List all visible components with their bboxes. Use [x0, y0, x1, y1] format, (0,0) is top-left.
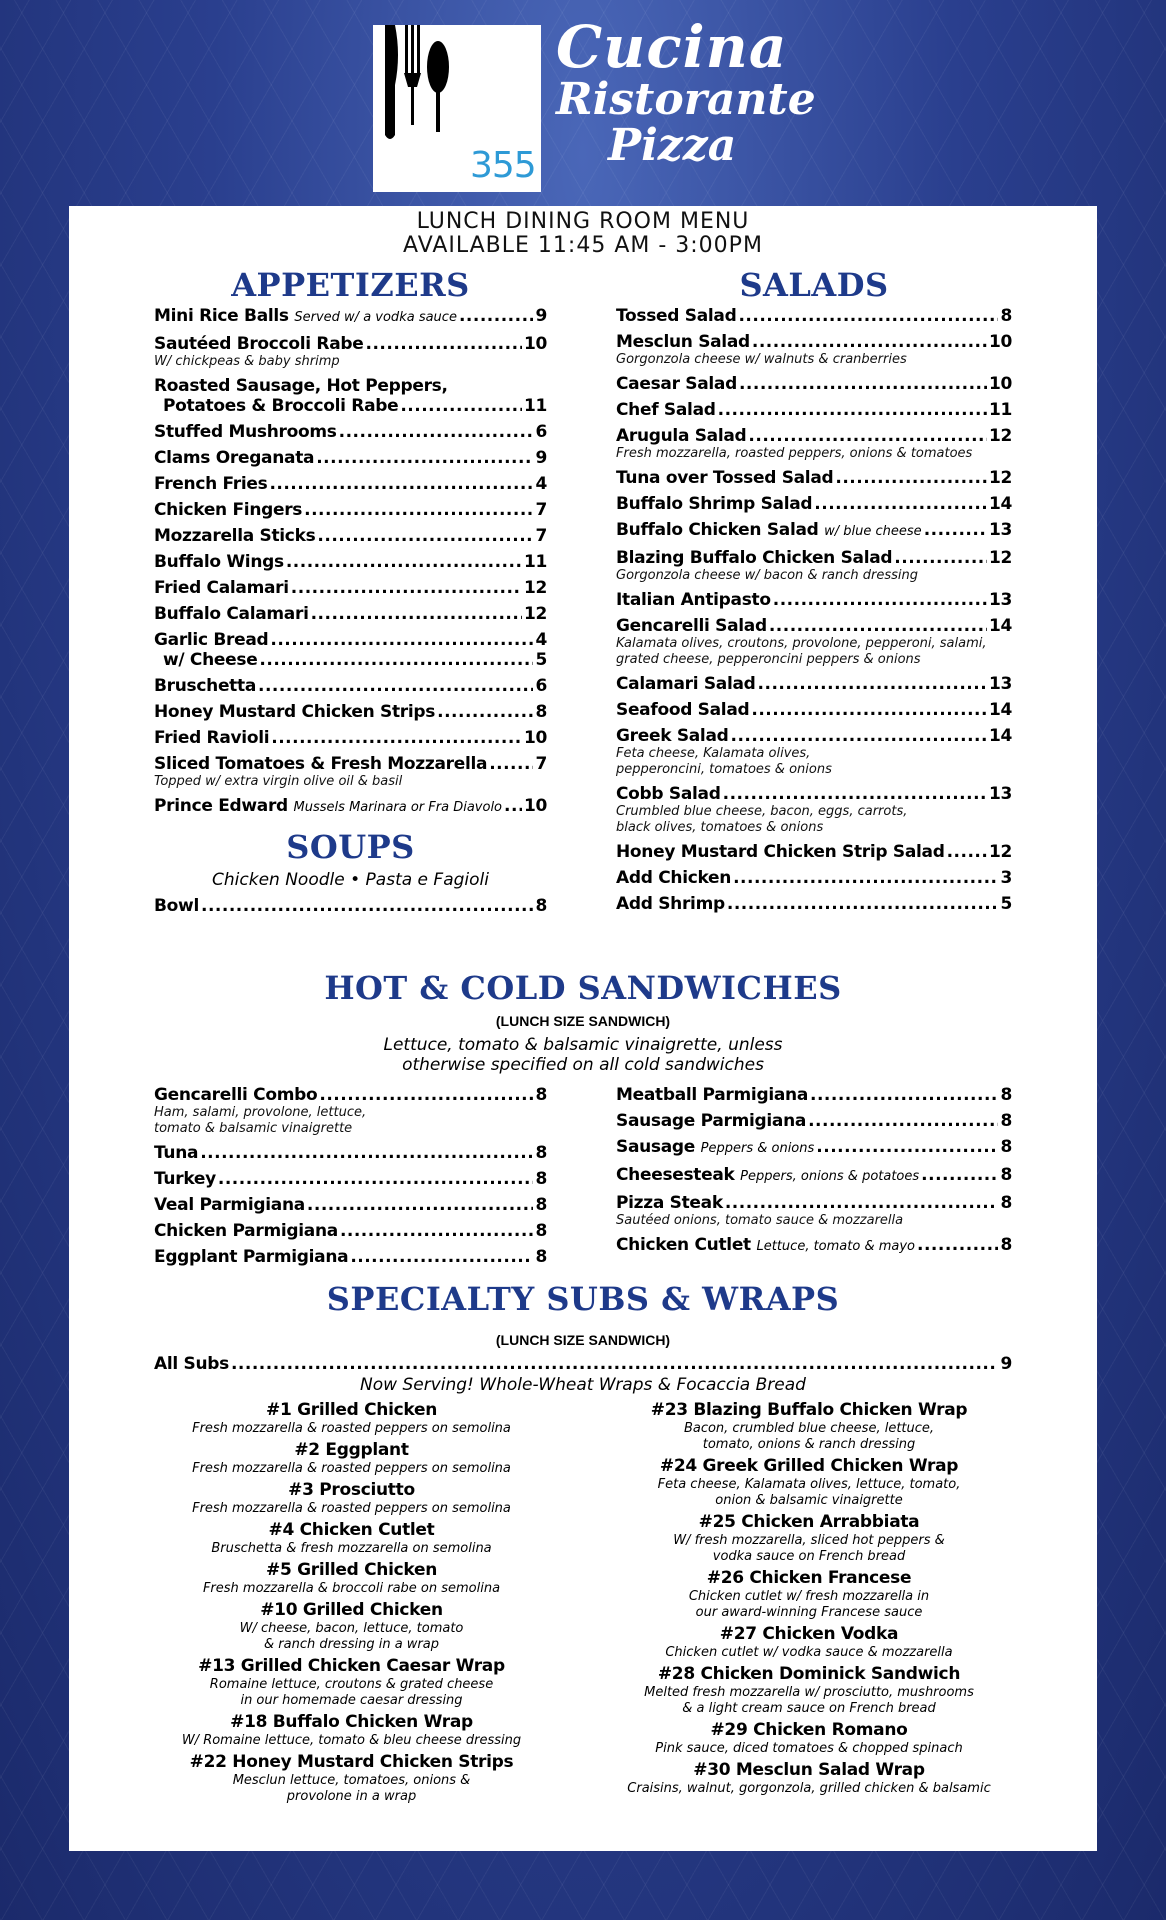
sub-item-description: Romaine lettuce, croutons & grated cheese [209, 1677, 494, 1692]
sub-item-name: #1 Grilled Chicken [266, 1400, 437, 1420]
sandwich-info-line-2: otherwise specified on all cold sandwiches [402, 1055, 764, 1075]
soups-heading: SOUPS [286, 828, 415, 866]
logo-number: 355 [470, 145, 536, 186]
sub-item-description: in our homemade caesar dressing [240, 1693, 463, 1708]
menu-item: Meatball Parmigiana ..... 8 [616, 1085, 1012, 1105]
salads-heading: SALADS [739, 266, 889, 304]
sub-item-description: onion & balsamic vinaigrette [715, 1493, 903, 1508]
all-subs-row-wrap [154, 1354, 1012, 1395]
subs-heading: SPECIALTY SUBS & WRAPS [326, 1280, 840, 1318]
sub-item-description: vodka sauce on French bread [712, 1549, 906, 1564]
menu-item: Chicken Fingers ..... 7 [154, 500, 547, 520]
sub-item-name: #27 Chicken Vodka [719, 1624, 899, 1644]
menu-item: Potatoes & Broccoli Rabe ..... 11 [154, 396, 547, 416]
sandwiches-right-column [616, 1085, 1012, 1257]
sub-item-name: #18 Buffalo Chicken Wrap [230, 1712, 473, 1732]
menu-item: Turkey ..... 8 [154, 1169, 547, 1189]
sub-item-description: tomato, onions & ranch dressing [702, 1437, 916, 1452]
menu-item: Add Chicken ..... 3 [616, 868, 1012, 888]
appetizers-heading: APPETIZERS [231, 266, 470, 304]
item-description: Topped w/ extra virgin olive oil & basil [154, 774, 403, 789]
item-description: Fresh mozzarella, roasted peppers, onions & tomatoes [616, 446, 973, 461]
item-description: Gorgonzola cheese w/ bacon & ranch dressing [616, 568, 919, 583]
sub-item-description: & ranch dressing in a wrap [264, 1637, 439, 1652]
sub-item-name: #25 Chicken Arrabbiata [698, 1512, 920, 1532]
sub-item-name: #4 Chicken Cutlet [268, 1520, 435, 1540]
menu-item: Prince Edward Mussels Marinara or Fra Diavolo ..... 10 [154, 796, 547, 818]
menu-item: Sausage Parmigiana ..... 8 [616, 1111, 1012, 1131]
page-header [0, 0, 1166, 205]
sandwich-info-line-1: Lettuce, tomato & balsamic vinaigrette, unless [383, 1035, 783, 1055]
menu-item: Tuna ..... 8 [154, 1143, 547, 1163]
menu-item: Add Shrimp ..... 5 [616, 894, 1012, 914]
item-description: Gorgonzola cheese w/ walnuts & cranberries [616, 352, 907, 367]
menu-item: Gencarelli Combo ..... 8 [154, 1085, 547, 1105]
item-description: pepperoncini, tomatoes & onions [616, 762, 832, 777]
sandwiches-left-column [154, 1085, 547, 1267]
brand-line-1: Cucina [556, 13, 788, 81]
sub-item-name: #2 Eggplant [294, 1440, 409, 1460]
subs-section [69, 1280, 1097, 1348]
menu-item: Mozzarella Sticks ..... 7 [154, 526, 547, 546]
menu-item: Pizza Steak ..... 8 [616, 1193, 1012, 1213]
menu-item: Garlic Bread ..... 4 [154, 630, 547, 650]
subs-size-note: (LUNCH SIZE SANDWICH) [495, 1332, 671, 1348]
menu-item: Chicken Parmigiana ..... 8 [154, 1221, 547, 1241]
item-description: Feta cheese, Kalamata olives, [616, 746, 811, 761]
sub-item-description: W/ fresh mozzarella, sliced hot peppers & [673, 1533, 945, 1548]
menu-item: Fried Ravioli ..... 10 [154, 728, 547, 748]
menu-item: Italian Antipasto ..... 13 [616, 590, 1012, 610]
menu-item: Calamari Salad ..... 13 [616, 674, 1012, 694]
sub-item-description: Chicken cutlet w/ fresh mozzarella in [688, 1589, 930, 1604]
sub-item-name: #10 Grilled Chicken [260, 1600, 443, 1620]
sub-item-description: Mesclun lettuce, tomatoes, onions & [232, 1773, 471, 1788]
menu-item: Cheesesteak Peppers, onions & potatoes ..... 8 [616, 1165, 1012, 1187]
menu-item-line: Roasted Sausage, Hot Peppers, [154, 376, 448, 396]
menu-item: Buffalo Wings ..... 11 [154, 552, 547, 572]
menu-item: Sliced Tomatoes & Fresh Mozzarella ..... 7 [154, 754, 547, 774]
sub-item-description: W/ cheese, bacon, lettuce, tomato [239, 1621, 464, 1636]
menu-title: LUNCH DINING ROOM MENU [416, 209, 750, 234]
item-description: Kalamata olives, croutons, provolone, pepperoni, salami, [616, 636, 987, 651]
menu-hours: AVAILABLE 11:45 AM - 3:00PM [403, 233, 763, 258]
sub-item-name: #28 Chicken Dominick Sandwich [657, 1664, 961, 1684]
sub-item-name: #5 Grilled Chicken [266, 1560, 437, 1580]
subs-left-column [164, 1400, 539, 1805]
sandwiches-heading: HOT & COLD SANDWICHES [324, 969, 842, 1007]
sub-item-name: #29 Chicken Romano [710, 1720, 908, 1740]
sub-item-name: #24 Greek Grilled Chicken Wrap [659, 1456, 959, 1476]
sub-item-description: Feta cheese, Kalamata olives, lettuce, tomato, [657, 1477, 961, 1492]
sub-item-description: provolone in a wrap [286, 1789, 417, 1804]
sandwich-size-note: (LUNCH SIZE SANDWICH) [495, 1013, 671, 1029]
menu-item: Arugula Salad ..... 12 [616, 426, 1012, 446]
sub-item-name: #23 Blazing Buffalo Chicken Wrap [650, 1400, 968, 1420]
brand-name [556, 13, 816, 171]
item-description: Sautéed onions, tomato sauce & mozzarella [616, 1213, 904, 1228]
menu-item: Veal Parmigiana ..... 8 [154, 1195, 547, 1215]
menu-item: w/ Cheese ..... 5 [154, 650, 547, 670]
item-description: W/ chickpeas & baby shrimp [154, 354, 340, 369]
sub-item-name: #13 Grilled Chicken Caesar Wrap [198, 1656, 505, 1676]
sub-item-description: Craisins, walnut, gorgonzola, grilled chicken & balsamic [627, 1781, 991, 1796]
soup-varieties: Chicken Noodle • Pasta e Fagioli [212, 870, 489, 890]
sub-item-description: & a light cream sauce on French bread [682, 1701, 936, 1716]
menu-item: Eggplant Parmigiana ..... 8 [154, 1247, 547, 1267]
sub-item-description: Fresh mozzarella & broccoli rabe on semolina [202, 1581, 501, 1596]
menu-item: Chicken Cutlet Lettuce, tomato & mayo ..... 8 [616, 1235, 1012, 1257]
restaurant-logo [373, 25, 541, 192]
menu-item: Buffalo Shrimp Salad ..... 14 [616, 494, 1012, 514]
sub-item-description: Bacon, crumbled blue cheese, lettuce, [683, 1421, 935, 1436]
item-description: grated cheese, pepperoncini peppers & onions [616, 652, 921, 667]
menu-item: Blazing Buffalo Chicken Salad ..... 12 [616, 548, 1012, 568]
sub-item-name: #30 Mesclun Salad Wrap [693, 1760, 925, 1780]
sub-item-description: Melted fresh mozzarella w/ prosciutto, mushrooms [644, 1685, 974, 1700]
brand-line-2: Ristorante [556, 74, 816, 125]
item-description: black olives, tomatoes & onions [616, 820, 824, 835]
menu-item: French Fries ..... 4 [154, 474, 547, 494]
sub-item-description: Fresh mozzarella & roasted peppers on semolina [192, 1501, 511, 1516]
menu-item: Honey Mustard Chicken Strip Salad ..... 12 [616, 842, 1012, 862]
sub-item-name: #3 Prosciutto [288, 1480, 415, 1500]
menu-panel [69, 206, 1097, 1851]
menu-item: Seafood Salad ..... 14 [616, 700, 1012, 720]
menu-item: All Subs ..... 9 [154, 1354, 1012, 1374]
item-description: Ham, salami, provolone, lettuce, [154, 1105, 367, 1120]
menu-item: Mesclun Salad ..... 10 [616, 332, 1012, 352]
menu-item: Chef Salad ..... 11 [616, 400, 1012, 420]
item-description: tomato & balsamic vinaigrette [154, 1121, 353, 1136]
sub-item-description: Fresh mozzarella & roasted peppers on semolina [192, 1461, 511, 1476]
menu-item: Bruschetta ..... 6 [154, 676, 547, 696]
menu-item: Cobb Salad ..... 13 [616, 784, 1012, 804]
menu-item: Sausage Peppers & onions ..... 8 [616, 1137, 1012, 1159]
sub-item-description: Bruschetta & fresh mozzarella on semolina [211, 1541, 492, 1556]
menu-item: Gencarelli Salad ..... 14 [616, 616, 1012, 636]
brand-line-3: Pizza [608, 120, 737, 171]
subs-right-column [609, 1400, 1009, 1797]
menu-item: Fried Calamari ..... 12 [154, 578, 547, 598]
menu-item: Stuffed Mushrooms ..... 6 [154, 422, 547, 442]
menu-item: Honey Mustard Chicken Strips ..... 8 [154, 702, 547, 722]
sub-item-description: W/ Romaine lettuce, tomato & bleu cheese dressing [181, 1733, 522, 1748]
menu-item: Caesar Salad ..... 10 [616, 374, 1012, 394]
sub-item-name: #26 Chicken Francese [706, 1568, 912, 1588]
item-description: Crumbled blue cheese, bacon, eggs, carrots, [616, 804, 908, 819]
sub-item-name: #22 Honey Mustard Chicken Strips [189, 1752, 514, 1772]
menu-item: Buffalo Calamari ..... 12 [154, 604, 547, 624]
menu-item: Tuna over Tossed Salad ..... 12 [616, 468, 1012, 488]
sandwiches-section [69, 969, 1097, 1075]
menu-item: Buffalo Chicken Salad w/ blue cheese ..... 13 [616, 520, 1012, 542]
sub-item-description: Fresh mozzarella & roasted peppers on semolina [192, 1421, 511, 1436]
sub-item-description: Pink sauce, diced tomatoes & chopped spinach [655, 1741, 963, 1756]
salads-section [616, 266, 1012, 914]
menu-item: Mini Rice Balls Served w/ a vodka sauce ..... 9 [154, 306, 547, 328]
menu-item: Greek Salad ..... 14 [616, 726, 1012, 746]
menu-item: Clams Oreganata ..... 9 [154, 448, 547, 468]
sub-item-description: Chicken cutlet w/ vodka sauce & mozzarella [665, 1645, 953, 1660]
sub-item-description: our award-winning Francese sauce [695, 1605, 923, 1620]
menu-item: Sautéed Broccoli Rabe ..... 10 [154, 334, 547, 354]
menu-item: Bowl ..... 8 [154, 896, 547, 916]
appetizers-section [154, 266, 547, 916]
subs-serving-note: Now Serving! Whole-Wheat Wraps & Focaccia Bread [360, 1375, 806, 1395]
menu-item: Tossed Salad ..... 8 [616, 306, 1012, 326]
